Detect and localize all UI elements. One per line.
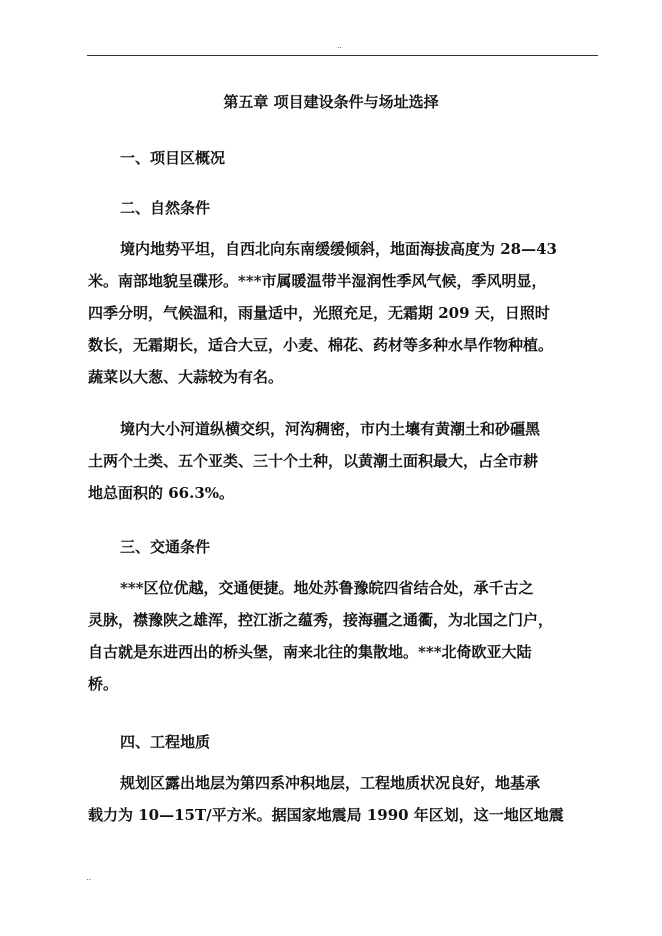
text-line: 数长，无霜期长，适合大豆，小麦、棉花、药材等多种水旱作物种植。 bbox=[88, 336, 554, 354]
text-line: 地总面积的 66.3%。 bbox=[88, 484, 235, 502]
text-line: 自古就是东进西出的桥头堡，南来北往的集散地。***北倚欧亚大陆 bbox=[88, 643, 532, 661]
heading-transport-conditions: 三、交通条件 bbox=[120, 538, 211, 556]
paragraph-transport bbox=[88, 572, 600, 700]
heading-engineering-geology: 四、工程地质 bbox=[120, 733, 211, 751]
paragraph-natural-soil bbox=[88, 413, 600, 509]
text-line: 蔬菜以大葱、大蒜较为有名。 bbox=[88, 368, 284, 386]
heading-natural-conditions: 二、自然条件 bbox=[120, 199, 211, 217]
page-title: 第五章 项目建设条件与场址选择 bbox=[223, 93, 439, 111]
paragraph-geology bbox=[88, 767, 600, 831]
header-rule bbox=[87, 55, 598, 56]
text-line: 规划区露出地层为第四系冲积地层，工程地质状况良好，地基承 bbox=[120, 774, 541, 792]
text-line: 境内地势平坦，自西北向东南缓缓倾斜，地面海拔高度为 28—43 bbox=[120, 240, 557, 258]
text-line: 四季分明，气候温和，雨量适中，光照充足，无霜期 209 天，日照时 bbox=[88, 304, 550, 322]
text-line: 土两个土类、五个亚类、三十个土种，以黄潮土面积最大，占全市耕 bbox=[88, 452, 539, 470]
text-line: ***区位优越，交通便捷。地处苏鲁豫皖四省结合处，承千古之 bbox=[120, 579, 534, 597]
text-line: 灵脉，襟豫陕之雄浑，控江浙之蕴秀，接海疆之通衢，为北国之门户， bbox=[88, 611, 554, 629]
text-line: 载力为 10—15T/平方米。据国家地震局 1990 年区划，这一地区地震 bbox=[88, 806, 564, 824]
text-line: 桥。 bbox=[88, 675, 119, 693]
header-mark: .. bbox=[337, 41, 343, 50]
paragraph-natural-terrain bbox=[88, 233, 600, 393]
footer-mark: .. bbox=[86, 873, 92, 882]
text-line: 境内大小河道纵横交织，河沟稠密，市内土壤有黄潮土和砂礓黑 bbox=[120, 420, 541, 438]
text-line: 米。南部地貌呈碟形。***市属暖温带半湿润性季风气候，季风明显， bbox=[88, 272, 547, 290]
heading-project-overview: 一、项目区概况 bbox=[120, 149, 226, 167]
